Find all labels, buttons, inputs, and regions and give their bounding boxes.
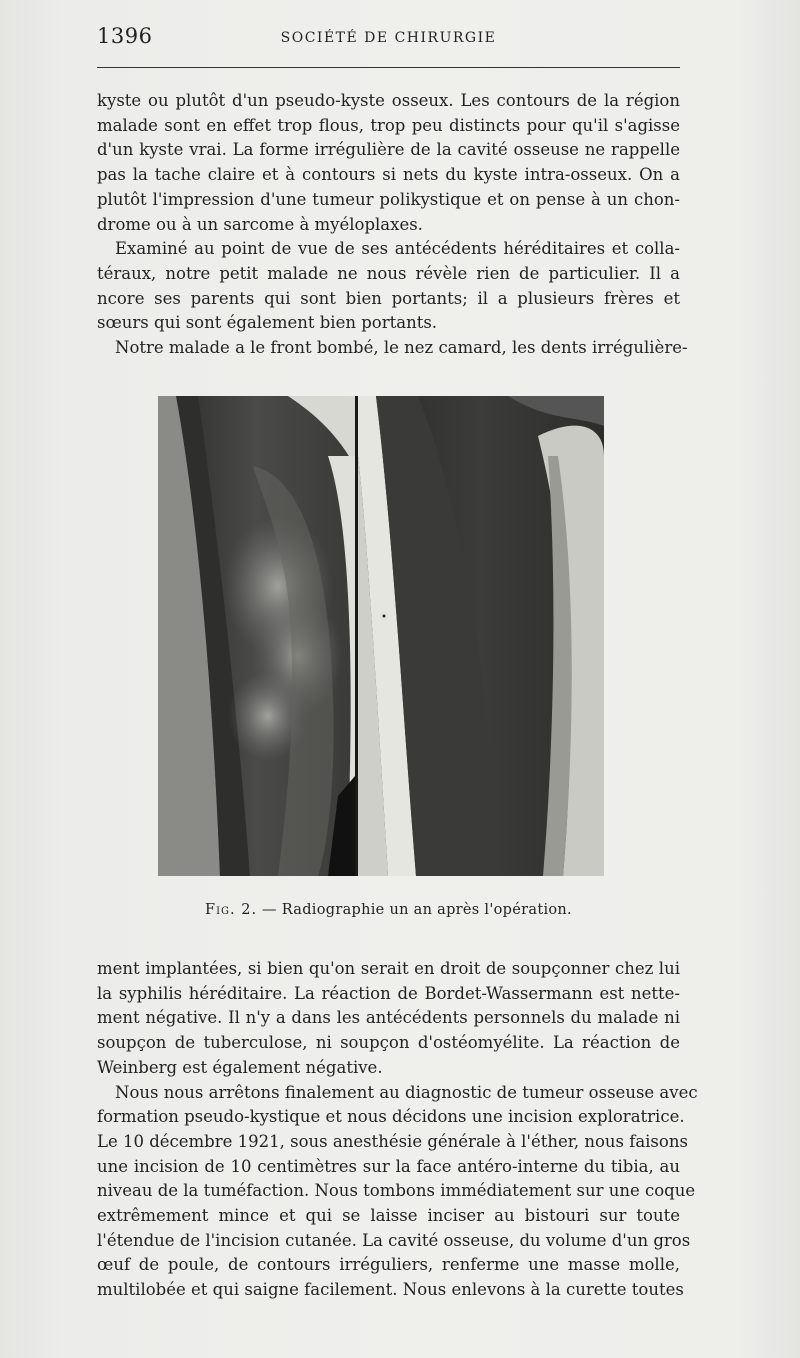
text-line: ment implantées, si bien qu'on serait en droit de soupçonner chez lui [97, 959, 680, 978]
text-line: Weinberg est également négative. [97, 1057, 383, 1077]
text-block-bottom [97, 957, 698, 1303]
paragraph [97, 89, 680, 237]
text-line: multilobée et qui saigne facilement. Nous enlevons à la curette toutes [97, 1280, 684, 1300]
text-line: Nous nous arrêtons finalement au diagnostic de tumeur osseuse avec [115, 1082, 698, 1102]
text-line: pas la tache claire et à contours si nets du kyste intra-osseux. On a [97, 165, 680, 185]
radiograph-left [158, 396, 355, 876]
radiograph-figure [158, 396, 604, 876]
page-number: 1396 [97, 24, 153, 48]
paragraph [97, 957, 680, 1081]
figure-caption [97, 902, 680, 918]
radiograph-right [358, 396, 604, 876]
text-line: d'un kyste vrai. La forme irrégulière de la cavité osseuse ne rappelle [97, 140, 680, 160]
figure-caption-text: — Radiographie un an après l'opération. [257, 902, 572, 918]
text-line: œuf de poule, de contours irréguliers, renferme une masse molle, [97, 1255, 680, 1275]
text-line: Le 10 décembre 1921, sous anesthésie générale à l'éther, nous faisons [97, 1131, 688, 1151]
text-line: drome ou à un sarcome à myéloplaxes. [97, 214, 423, 234]
text-line: kyste ou plutôt d'un pseudo-kyste osseux. Les contours de la région [97, 91, 680, 110]
text-line: ment négative. Il n'y a dans les antécédents personnels du malade ni [97, 1008, 680, 1028]
page-header [97, 24, 680, 54]
text-line: téraux, notre petit malade ne nous révèle rien de particulier. Il a [97, 263, 680, 283]
text-line: Examiné au point de vue de ses antécédents héréditaires et colla- [115, 239, 680, 259]
text-line: extrêmement mince et qui se laisse inciser au bistouri sur toute [97, 1206, 680, 1226]
text-line: sœurs qui sont également bien portants. [97, 313, 438, 333]
text-line: malade sont en effet trop flous, trop peu distincts pour qu'il s'agisse [97, 115, 680, 135]
text-block-top [97, 89, 688, 361]
text-line: une incision de 10 centimètres sur la face antéro-interne du tibia, au [97, 1156, 680, 1176]
header-rule [97, 67, 680, 68]
text-line: formation pseudo-kystique et nous décidons une incision exploratrice. [97, 1107, 685, 1127]
text-line: la syphilis héréditaire. La réaction de Bordet-Wassermann est nette- [97, 983, 680, 1003]
figure-label: Fig. 2. [205, 902, 258, 918]
text-line: soupçon de tuberculose, ni soupçon d'ostéomyélite. La réaction de [97, 1033, 680, 1053]
running-head: SOCIÉTÉ DE CHIRURGIE [280, 30, 497, 46]
text-line: plutôt l'impression d'une tumeur polikystique et on pense à un chon- [97, 189, 680, 209]
paragraph [97, 237, 680, 336]
text-line: niveau de la tuméfaction. Nous tombons immédiatement sur une coque [97, 1181, 696, 1201]
paragraph [97, 1081, 698, 1303]
paragraph [97, 336, 688, 361]
text-line: l'étendue de l'incision cutanée. La cavité osseuse, du volume d'un gros [97, 1230, 691, 1250]
text-line: ncore ses parents qui sont bien portants; il a plusieurs frères et [97, 288, 680, 308]
text-line: Notre malade a le front bombé, le nez camard, les dents irrégulière- [115, 338, 688, 358]
